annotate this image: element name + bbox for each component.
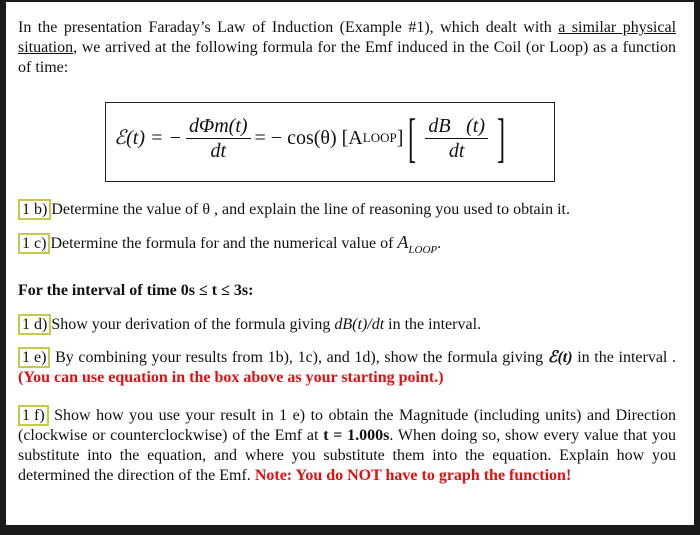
question-text: By combining your results from 1b), 1c), and 1d), show the formula giving — [55, 349, 544, 366]
intro-text: In the presentation Faraday’s Law of Induction (Example #1), which dealt with — [18, 19, 552, 36]
equation-subscript: LOOP — [362, 130, 397, 145]
question-tag: 1 e) — [18, 347, 50, 368]
area-subscript: LOOP — [408, 244, 438, 256]
flux-denominator: dt — [210, 139, 227, 162]
question-text: Show your derivation of the formula giving — [51, 316, 331, 333]
red-hint: (You can use equation in the box above as your starting point.) — [18, 369, 444, 386]
field-numerator: dB⃗(t) — [428, 114, 486, 137]
equation-lhs: ℰ(t) = − — [114, 127, 182, 149]
intro-paragraph — [18, 18, 676, 78]
question-1b — [18, 199, 570, 220]
field-derivative-fraction — [425, 116, 488, 161]
document-body — [18, 18, 677, 484]
equation-close: ] — [396, 127, 404, 149]
question-1d — [18, 314, 481, 335]
question-1c — [18, 232, 441, 260]
field-derivative-expression: dB(t)/dt — [334, 316, 385, 333]
question-text-end: in the interval . — [577, 349, 676, 366]
intro-text-end: , we arrived at the following formula for the Emf induced in the Coil (or Loop) as a function of time: — [18, 39, 676, 76]
intro-underlined-phrase: a similar physical situation — [18, 19, 677, 56]
question-text: Determine the formula for and the numerical value of — [50, 235, 394, 252]
question-end: . — [437, 235, 442, 252]
emf-equation — [114, 108, 510, 168]
left-bracket: [ — [408, 108, 417, 168]
question-text: Show how you use your result in 1 e) to obtain the Magnitude (including units) and Direction (clockwise or counterclockwise) of the Emf at — [18, 407, 677, 444]
field-denominator: dt — [448, 139, 465, 162]
interval-heading: For the interval of time 0s ≤ t ≤ 3s: — [18, 282, 254, 299]
equation-box — [105, 102, 555, 182]
question-1f — [18, 405, 676, 486]
flux-numerator: dΦm(t) — [188, 114, 248, 137]
red-note: Note: You do NOT have to graph the function! — [254, 467, 572, 484]
question-tag: 1 c) — [18, 233, 50, 254]
question-tag: 1 b) — [18, 199, 51, 220]
flux-derivative-fraction — [186, 116, 251, 161]
question-tag: 1 d) — [18, 314, 51, 335]
question-1e — [18, 347, 676, 388]
time-value: t = 1.000s — [323, 427, 390, 444]
question-text: Determine the value of θ , and explain the line of reasoning you used to obtain it. — [51, 201, 570, 218]
right-bracket: ] — [496, 108, 506, 168]
equation-middle: = − cos(θ) [A — [254, 127, 363, 149]
area-variable: A — [397, 232, 409, 252]
question-text-end: in the interval. — [388, 316, 482, 333]
question-text-end: . When doing so, show every value that you substitute into the equation, and where you substitute them into the equation. Explain how you determined the direction of the Emf. — [18, 427, 677, 484]
question-tag: 1 f) — [18, 405, 49, 426]
emf-expression: ℰ(t) — [547, 349, 573, 366]
